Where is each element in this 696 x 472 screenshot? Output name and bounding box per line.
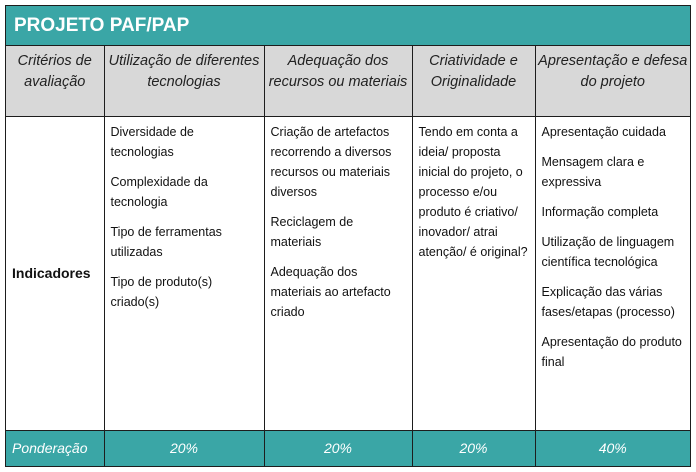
indicator-item: Reciclagem de materiais	[270, 214, 354, 249]
indicator-item: Criação de artefactos recorrendo a diversos recursos ou materiais diversos	[270, 124, 392, 199]
indicators-cell-creativity	[412, 116, 535, 430]
indicators-row	[6, 116, 690, 430]
evaluation-table-frame	[5, 5, 691, 467]
indicator-item: Tipo de produto(s) criado(s)	[110, 274, 213, 309]
indicator-item: Tipo de ferramentas utilizadas	[110, 224, 222, 259]
indicator-item: Tendo em conta a ideia/ proposta inicial do projeto, o processo e/ou produto é criativo/ inovador/ atrai atenção/ é original?	[418, 124, 528, 259]
indicator-item: Diversidade de tecnologias	[110, 124, 194, 159]
weighting-value-creativity: 20%	[412, 430, 535, 466]
header-row	[6, 46, 690, 116]
indicator-item: Apresentação do produto final	[541, 334, 682, 369]
weighting-value-presentation: 40%	[535, 430, 690, 466]
indicators-cell-presentation	[535, 116, 690, 430]
indicator-item: Complexidade da tecnologia	[110, 174, 208, 209]
table-title: PROJETO PAF/PAP	[6, 6, 690, 46]
indicators-cell-resources	[264, 116, 412, 430]
weighting-value-resources: 20%	[264, 430, 412, 466]
indicator-item: Adequação dos materiais ao artefacto criado	[270, 264, 391, 319]
indicator-item: Explicação das várias fases/etapas (processo)	[541, 284, 675, 319]
weighting-value-technologies: 20%	[104, 430, 264, 466]
header-column-creativity: Criatividade e Originalidade	[412, 46, 535, 116]
weighting-row	[6, 430, 690, 466]
header-column-technologies: Utilização de diferentes tecnologias	[104, 46, 264, 116]
indicator-item: Informação completa	[541, 204, 659, 219]
indicator-item: Mensagem clara e expressiva	[541, 154, 645, 189]
header-column-presentation: Apresentação e defesa do projeto	[535, 46, 690, 116]
evaluation-table	[6, 46, 690, 466]
indicators-cell-technologies	[104, 116, 264, 430]
weighting-label: Ponderação	[6, 430, 104, 466]
indicator-item: Apresentação cuidada	[541, 124, 666, 139]
indicator-item: Utilização de linguagem científica tecnológica	[541, 234, 675, 269]
indicators-label: Indicadores	[6, 116, 104, 430]
header-criteria-label: Critérios de avaliação	[6, 46, 104, 116]
header-column-resources: Adequação dos recursos ou materiais	[264, 46, 412, 116]
